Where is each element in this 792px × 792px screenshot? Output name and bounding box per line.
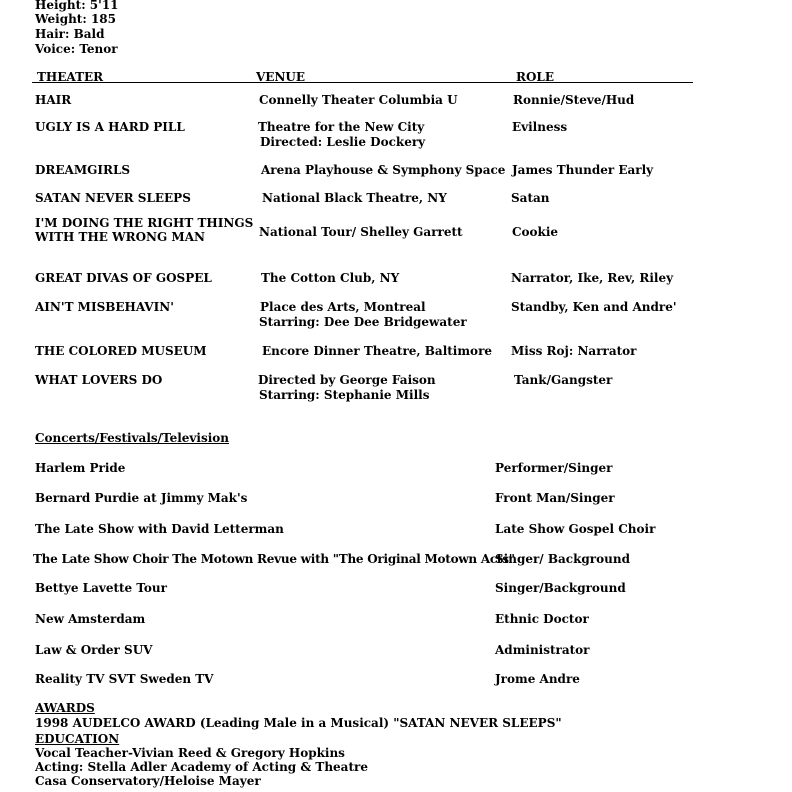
role: Narrator, Ike, Rev, Riley: [511, 271, 674, 285]
height-stat: Height: 5'11: [35, 0, 119, 12]
award-item: 1998 AUDELCO AWARD (Leading Male in a Musical) "SATAN NEVER SLEEPS": [35, 716, 562, 730]
credit-role: Singer/ Background: [495, 552, 630, 566]
show-title: AIN'T MISBEHAVIN': [35, 300, 174, 314]
education-item: Casa Conservatory/Heloise Mayer: [35, 774, 261, 788]
credit-role: Jrome Andre: [495, 672, 580, 686]
show-title: THE COLORED MUSEUM: [35, 344, 207, 358]
credit-title: Bernard Purdie at Jimmy Mak's: [35, 491, 248, 505]
credit-role: Late Show Gospel Choir: [495, 522, 656, 536]
venue-column-header: VENUE: [256, 70, 306, 84]
show-title: DREAMGIRLS: [35, 163, 131, 177]
venue-note: Directed: Leslie Dockery: [260, 135, 426, 149]
credit-title: The Late Show with David Letterman: [35, 522, 284, 536]
credit-role: Singer/Background: [495, 581, 626, 595]
venue: Directed by George Faison: [258, 373, 436, 387]
role: Miss Roj: Narrator: [511, 344, 637, 358]
credit-role: Performer/Singer: [495, 461, 613, 475]
show-title: UGLY IS A HARD PILL: [35, 120, 185, 134]
education-item: Acting: Stella Adler Academy of Acting & Theatre: [35, 760, 368, 774]
show-title-line2: WITH THE WRONG MAN: [35, 230, 205, 244]
venue: Connelly Theater Columbia U: [259, 93, 458, 107]
show-title: SATAN NEVER SLEEPS: [35, 191, 191, 205]
venue-note: Starring: Dee Dee Bridgewater: [259, 315, 467, 329]
credit-role: Administrator: [495, 643, 590, 657]
role: Standby, Ken and Andre': [511, 300, 677, 314]
education-heading: EDUCATION: [35, 732, 120, 746]
credit-title: Bettye Lavette Tour: [35, 581, 167, 595]
venue: Arena Playhouse & Symphony Space: [261, 163, 506, 177]
show-title: HAIR: [35, 93, 72, 107]
education-item: Vocal Teacher-Vivian Reed & Gregory Hopkins: [35, 746, 345, 760]
role: James Thunder Early: [512, 163, 654, 177]
awards-heading: AWARDS: [35, 701, 95, 715]
venue: National Black Theatre, NY: [262, 191, 447, 205]
show-title: I'M DOING THE RIGHT THINGS: [35, 216, 254, 230]
credit-role: Front Man/Singer: [495, 491, 615, 505]
role: Tank/Gangster: [514, 373, 613, 387]
credit-role: Ethnic Doctor: [495, 612, 589, 626]
venue: National Tour/ Shelley Garrett: [259, 225, 463, 239]
concerts-heading: Concerts/Festivals/Television: [35, 431, 229, 445]
venue: Place des Arts, Montreal: [260, 300, 426, 314]
show-title: GREAT DIVAS OF GOSPEL: [35, 271, 212, 285]
role: Evilness: [512, 120, 568, 134]
credit-title: The Late Show Choir The Motown Revue with "The Original Motown Acts": [33, 552, 515, 566]
credit-title: Law & Order SUV: [35, 643, 153, 657]
credit-title: Reality TV SVT Sweden TV: [35, 672, 214, 686]
hair-stat: Hair: Bald: [35, 27, 105, 41]
credit-title: Harlem Pride: [35, 461, 126, 475]
credit-title: New Amsterdam: [35, 612, 146, 626]
venue: Theatre for the New City: [258, 120, 425, 134]
header-divider: [32, 82, 693, 83]
role: Cookie: [512, 225, 559, 239]
venue: Encore Dinner Theatre, Baltimore: [262, 344, 493, 358]
show-title: WHAT LOVERS DO: [35, 373, 163, 387]
venue: The Cotton Club, NY: [261, 271, 400, 285]
weight-stat: Weight: 185: [35, 12, 117, 26]
role: Satan: [511, 191, 550, 205]
venue-note: Starring: Stephanie Mills: [259, 388, 430, 402]
theater-column-header: THEATER: [37, 70, 104, 84]
role: Ronnie/Steve/Hud: [513, 93, 635, 107]
voice-stat: Voice: Tenor: [35, 42, 118, 56]
role-column-header: ROLE: [516, 70, 555, 84]
